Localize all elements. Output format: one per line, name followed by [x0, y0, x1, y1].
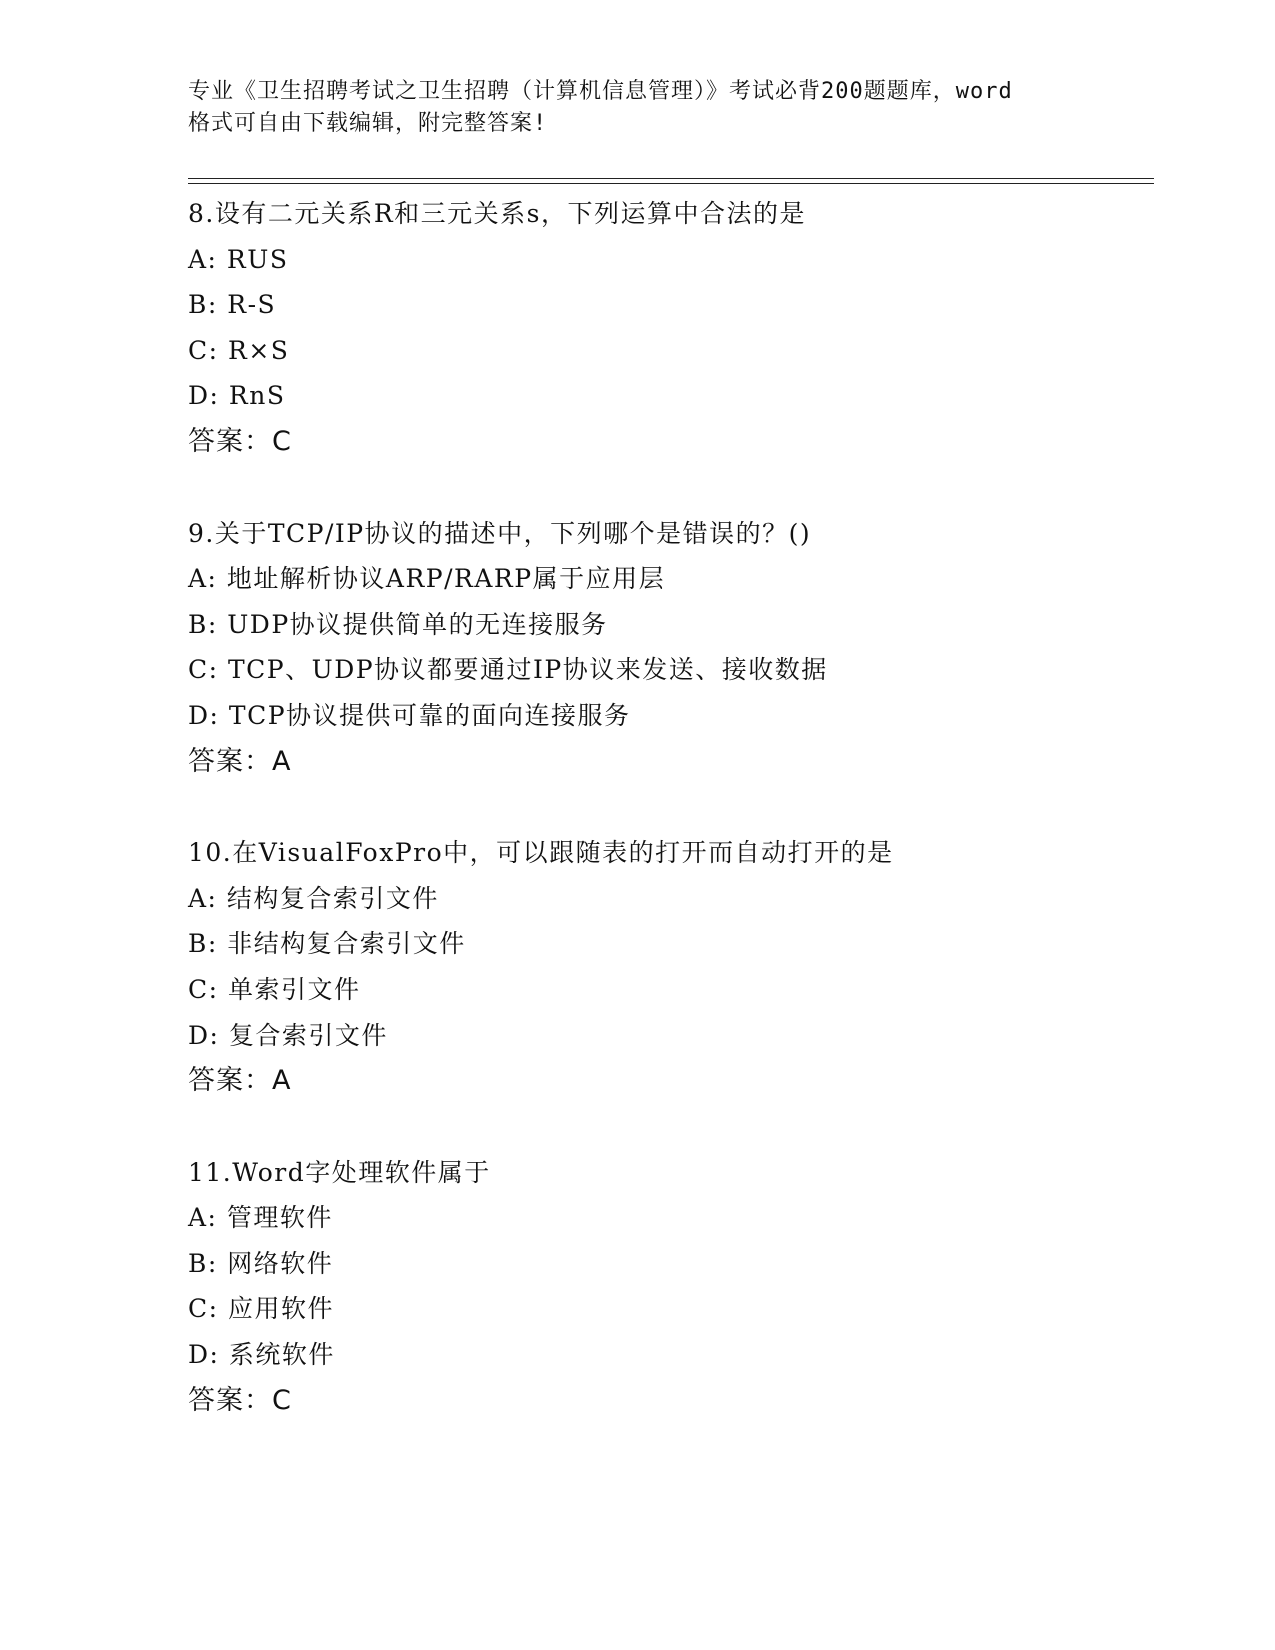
option-a: A: 结构复合索引文件 [188, 883, 439, 913]
question-8 [188, 191, 1154, 465]
option-d: D: RnS [188, 381, 286, 411]
header-divider-bottom [188, 183, 1154, 184]
option-b: B: 非结构复合索引文件 [188, 929, 466, 959]
question-9 [188, 511, 1154, 785]
option-a: A: 管理软件 [188, 1203, 333, 1233]
question-text: 11.Word字处理软件属于 [188, 1157, 491, 1187]
option-a: A: RUS [188, 244, 289, 274]
option-b: B: UDP协议提供简单的无连接服务 [188, 609, 608, 639]
header-line-2: 格式可自由下载编辑，附完整答案! [188, 111, 548, 136]
answer-line: 答案：A [188, 1065, 292, 1097]
option-c: C: 应用软件 [188, 1294, 334, 1324]
question-text: 10.在VisualFoxPro中，可以跟随表的打开而自动打开的是 [188, 838, 894, 868]
option-a: A: 地址解析协议ARP/RARP属于应用层 [188, 564, 666, 594]
option-c: C: TCP、UDP协议都要通过IP协议来发送、接收数据 [188, 655, 828, 685]
question-text: 8.设有二元关系R和三元关系s，下列运算中合法的是 [188, 199, 807, 228]
answer-line: 答案：A [188, 745, 292, 777]
option-c: C: 单索引文件 [188, 974, 361, 1004]
question-text: 9.关于TCP/IP协议的描述中，下列哪个是错误的？() [188, 518, 812, 548]
option-d: D: 复合索引文件 [188, 1020, 388, 1050]
question-11 [188, 1150, 1154, 1424]
header-line-1: 专业《卫生招聘考试之卫生招聘（计算机信息管理）》考试必背200题题库，word [188, 79, 1013, 104]
option-d: D: 系统软件 [188, 1340, 335, 1370]
answer-line: 答案：C [188, 425, 292, 457]
document-header [188, 76, 1108, 140]
question-list [188, 191, 1154, 1423]
option-b: B: R-S [188, 290, 277, 320]
option-c: C: R×S [188, 335, 290, 365]
option-b: B: 网络软件 [188, 1248, 334, 1278]
answer-line: 答案：C [188, 1384, 292, 1416]
question-10 [188, 830, 1154, 1104]
header-divider-top [188, 178, 1154, 179]
option-d: D: TCP协议提供可靠的面向连接服务 [188, 700, 631, 730]
